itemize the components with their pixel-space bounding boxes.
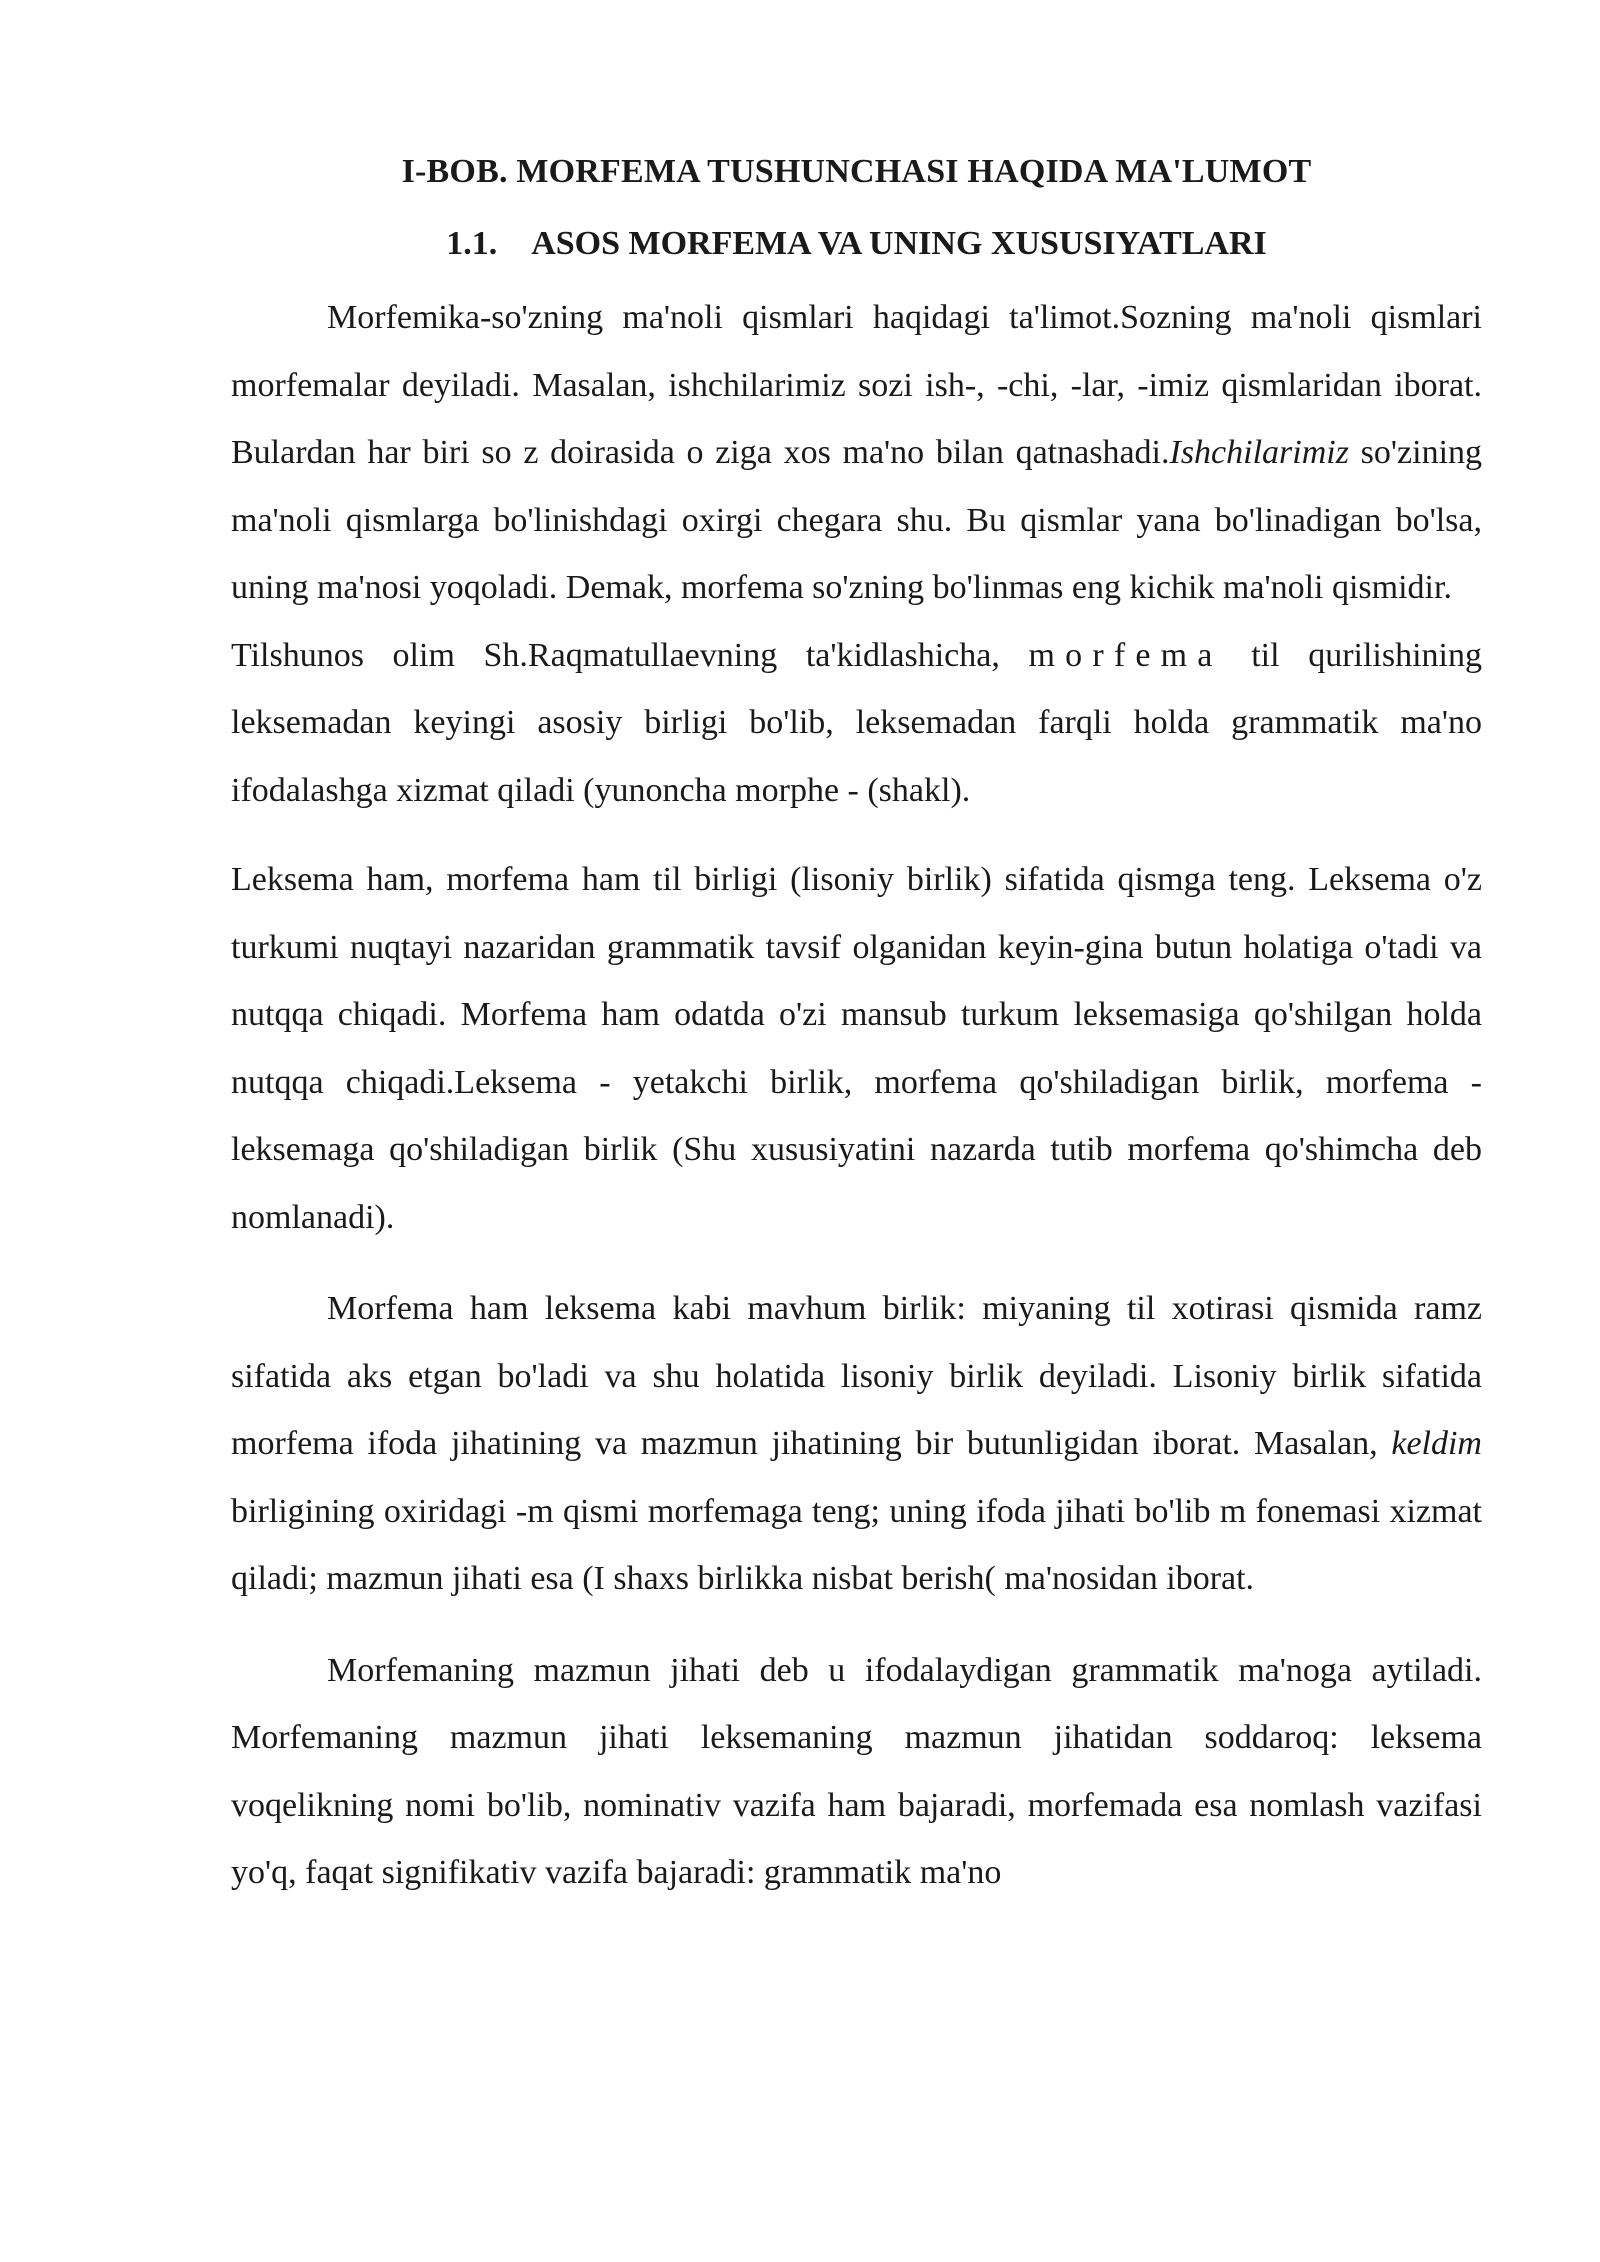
paragraph-mavhum-birlik [231,1275,1482,1613]
paragraph-morfemika-definition [231,284,1482,622]
italic-term: Ishchilarimiz [1169,434,1349,471]
spaced-term: morfema [1028,636,1223,674]
section-heading [231,224,1482,264]
section-number: 1.1. [446,225,498,262]
paragraph-leksema-morfema: Leksema ham, morfema ham til birligi (lisoniy birlik) sifatida qismga teng. Leksema o'z turkumi nuqtayi nazaridan grammatik tavsif olganidan keyin-gina butun holatiga o'tadi va nutqqa chiqadi. Morfema ham odatda o'zi mansub turkum leksemasiga qo'shilgan holda nutqqa chiqadi.Leksema - yetakchi birlik, morfema qo'shiladigan birlik, morfema - leksemaga qo'shiladigan birlik (Shu xususiyatini nazarda tutib morfema qo'shimcha deb nomlanadi). [231,861,1482,1236]
chapter-title: I-BOB. MORFEMA TUSHUNCHASI HAQIDA MA'LUMOT [401,153,1312,190]
paragraph-text: Morfemika-so'zning ma'noli qismlari haqidagi ta'limot.Sozning ma'noli qismlari morfemalar deyiladi. Masalan, ishchilarimiz sozi ish-, -chi, -lar, -imiz qismlaridan iborat. Bulardan har biri so z doirasida o ziga xos ma'no bilan qatnashadi. [231,299,1482,471]
paragraph-text: birligining oxiridagi -m qismi morfemaga teng; uning ifoda jihati bo'lib m fonemasi xizmat qiladi; mazmun jihati esa (I shaxs birlikka nisbat berish( ma'nosidan iborat. [231,1492,1482,1597]
section-title: ASOS MORFEMA VA UNING XUSUSIYATLARI [531,225,1267,262]
paragraph-mazmun-jihati: Morfemaning mazmun jihati deb u ifodalaydigan grammatik ma'noga aytiladi. Morfemaning mazmun jihati leksemaning mazmun jihatidan soddaroq: leksema voqelikning nomi bo'lib, nominativ vazifa ham bajaradi, morfemada esa nomlash vazifasi yo'q, faqat signifikativ vazifa bajaradi: grammatik ma'no [231,1651,1482,1891]
paragraph-text: Tilshunos olim Sh.Raqmatullaevning ta'kidlashicha, [231,636,1029,674]
italic-term: keldim [1391,1425,1482,1462]
paragraph-text: so'zining ma'noli qismlarga bo'linishdagi oxirgi chegara shu. Bu qismlar yana bo'linadigan bo'lsa, uning ma'nosi yoqoladi. Demak, morfema so'zning bo'linmas eng kichik ma'noli qismidir. [231,434,1483,606]
paragraph-text: til qurilishining leksemadan keyingi asosiy birligi bo'lib, leksemadan farqli holda grammatik ma'no ifodalashga xizmat qiladi (yunoncha morphe - (shakl). [231,636,1482,809]
document-page [231,140,1482,1907]
paragraph-raqmatullaev-quote [231,622,1482,825]
paragraph-text: Morfema ham leksema kabi mavhum birlik: miyaning til xotirasi qismida ramz sifatida aks etgan bo'ladi va shu holatida lisoniy birlik deyiladi. Lisoniy birlik sifatida morfema ifoda jihatining va mazmun jihatining bir butunligidan iborat. Masalan, [231,1290,1482,1462]
